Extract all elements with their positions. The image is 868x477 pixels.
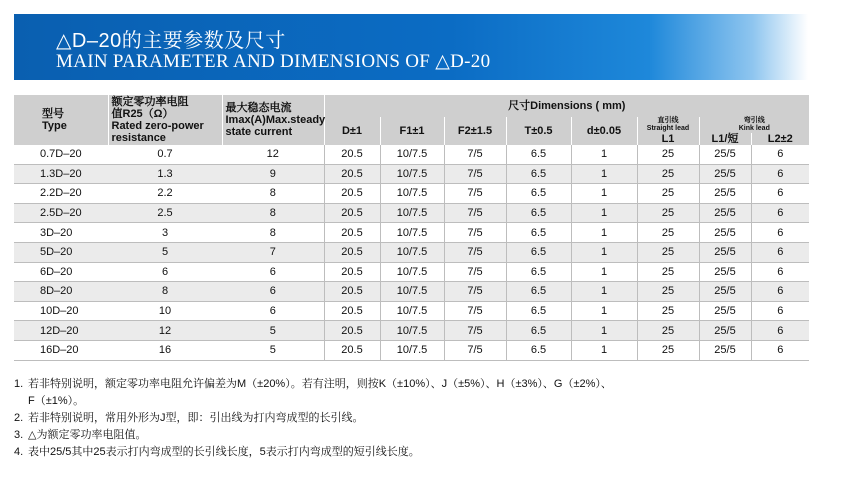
table-cell-f: 10/7.5 xyxy=(380,242,444,262)
note-item xyxy=(14,410,612,427)
table-cell-r: 5 xyxy=(108,242,222,262)
table-cell-l2: 6 xyxy=(751,242,809,262)
table-cell-t: 6.5 xyxy=(506,242,571,262)
note-item xyxy=(14,376,612,393)
table-cell-type: 5D–20 xyxy=(14,242,108,262)
table-cell-f2: 7/5 xyxy=(444,321,506,341)
table-cell-f: 10/7.5 xyxy=(380,223,444,243)
table-cell-l1s: 25/5 xyxy=(699,242,751,262)
table-row xyxy=(14,145,809,164)
table-cell-t: 6.5 xyxy=(506,164,571,184)
table-cell-f2: 7/5 xyxy=(444,301,506,321)
header-f2: F2±1.5 xyxy=(444,117,506,145)
table-cell-type: 16D–20 xyxy=(14,340,108,360)
table-cell-dd: 1 xyxy=(571,145,637,164)
table-cell-d: 20.5 xyxy=(324,321,380,341)
table-cell-l1: 25 xyxy=(637,340,699,360)
table-cell-d: 20.5 xyxy=(324,184,380,204)
table-cell-l1: 25 xyxy=(637,203,699,223)
table-row xyxy=(14,223,809,243)
table-cell-type: 2.5D–20 xyxy=(14,203,108,223)
note-item xyxy=(14,427,612,444)
table-cell-dd: 1 xyxy=(571,301,637,321)
table-row xyxy=(14,301,809,321)
header-kink-lead: 弯引线 Kink lead xyxy=(699,117,809,133)
table-cell-l1: 25 xyxy=(637,145,699,164)
table-cell-l1: 25 xyxy=(637,262,699,282)
note-number: 1. xyxy=(14,378,24,390)
notes xyxy=(14,376,612,461)
table-cell-f2: 7/5 xyxy=(444,340,506,360)
note-text: △为额定零功率电阻值。 xyxy=(28,429,147,441)
table-cell-type: 3D–20 xyxy=(14,223,108,243)
table-cell-l2: 6 xyxy=(751,145,809,164)
table-cell-t: 6.5 xyxy=(506,321,571,341)
title-english: MAIN PARAMETER AND DIMENSIONS OF △D-20 xyxy=(56,51,491,72)
table-cell-l1s: 25/5 xyxy=(699,145,751,164)
header-wire-d: d±0.05 xyxy=(571,117,637,145)
table-cell-l2: 6 xyxy=(751,164,809,184)
header-l1: L1 xyxy=(637,133,699,145)
table-cell-i: 6 xyxy=(222,301,324,321)
header-dimensions: 尺寸Dimensions ( mm) xyxy=(324,95,809,117)
title-chinese: △D–20的主要参数及尺寸 xyxy=(56,30,286,52)
table-cell-f: 10/7.5 xyxy=(380,145,444,164)
table-cell-dd: 1 xyxy=(571,282,637,302)
table-cell-dd: 1 xyxy=(571,184,637,204)
table-cell-t: 6.5 xyxy=(506,340,571,360)
table-cell-i: 8 xyxy=(222,184,324,204)
table-cell-l1: 25 xyxy=(637,242,699,262)
header-current: 最大稳态电流 Imax(A)Max.steady state current xyxy=(222,95,324,145)
table-cell-f: 10/7.5 xyxy=(380,184,444,204)
header-straight-lead: 直引线 Straight lead xyxy=(637,117,699,133)
table-cell-l2: 6 xyxy=(751,203,809,223)
table-cell-r: 8 xyxy=(108,282,222,302)
header-resistance: 额定零功率电阻 值R25（Ω） Rated zero-power resistance xyxy=(108,95,222,145)
table-cell-i: 8 xyxy=(222,223,324,243)
table-cell-type: 8D–20 xyxy=(14,282,108,302)
note-text: 表中25/5其中25表示打内弯成型的长引线长度，5表示打内弯成型的短引线长度。 xyxy=(28,446,420,458)
table-cell-l1: 25 xyxy=(637,184,699,204)
table-cell-dd: 1 xyxy=(571,340,637,360)
table-cell-l1s: 25/5 xyxy=(699,321,751,341)
table-cell-l2: 6 xyxy=(751,301,809,321)
table-cell-l1: 25 xyxy=(637,164,699,184)
header-l1-short: L1/短 xyxy=(699,133,751,145)
table-cell-r: 1.3 xyxy=(108,164,222,184)
table-cell-f2: 7/5 xyxy=(444,262,506,282)
table-cell-f: 10/7.5 xyxy=(380,301,444,321)
table-cell-d: 20.5 xyxy=(324,164,380,184)
table-cell-l1s: 25/5 xyxy=(699,262,751,282)
table-cell-f: 10/7.5 xyxy=(380,203,444,223)
table-cell-dd: 1 xyxy=(571,203,637,223)
table-cell-i: 8 xyxy=(222,203,324,223)
table-cell-f: 10/7.5 xyxy=(380,262,444,282)
table-row xyxy=(14,321,809,341)
table-cell-l2: 6 xyxy=(751,262,809,282)
note-number: 2. xyxy=(14,412,24,424)
table-cell-i: 5 xyxy=(222,321,324,341)
table-cell-l1s: 25/5 xyxy=(699,282,751,302)
table-cell-t: 6.5 xyxy=(506,282,571,302)
table-row xyxy=(14,184,809,204)
table-cell-i: 5 xyxy=(222,340,324,360)
table-cell-type: 1.3D–20 xyxy=(14,164,108,184)
table-cell-t: 6.5 xyxy=(506,223,571,243)
note-number: 4. xyxy=(14,446,24,458)
table-cell-i: 6 xyxy=(222,282,324,302)
table-cell-f2: 7/5 xyxy=(444,242,506,262)
table-cell-dd: 1 xyxy=(571,242,637,262)
table-cell-dd: 1 xyxy=(571,262,637,282)
table-cell-i: 6 xyxy=(222,262,324,282)
table-cell-d: 20.5 xyxy=(324,242,380,262)
table-row xyxy=(14,340,809,360)
table-cell-t: 6.5 xyxy=(506,203,571,223)
table-cell-l2: 6 xyxy=(751,282,809,302)
table-cell-dd: 1 xyxy=(571,223,637,243)
header-t: T±0.5 xyxy=(506,117,571,145)
table-cell-l1: 25 xyxy=(637,223,699,243)
table-cell-l2: 6 xyxy=(751,340,809,360)
table-cell-d: 20.5 xyxy=(324,203,380,223)
table-cell-i: 12 xyxy=(222,145,324,164)
table-cell-r: 2.2 xyxy=(108,184,222,204)
table-cell-i: 9 xyxy=(222,164,324,184)
table-cell-d: 20.5 xyxy=(324,282,380,302)
table-cell-type: 0.7D–20 xyxy=(14,145,108,164)
table-row xyxy=(14,164,809,184)
title-banner xyxy=(14,14,808,80)
table-cell-l2: 6 xyxy=(751,321,809,341)
table-cell-d: 20.5 xyxy=(324,301,380,321)
table-row xyxy=(14,262,809,282)
table-cell-f: 10/7.5 xyxy=(380,164,444,184)
table-cell-l1s: 25/5 xyxy=(699,203,751,223)
table-cell-d: 20.5 xyxy=(324,145,380,164)
table-cell-r: 0.7 xyxy=(108,145,222,164)
table-cell-l1: 25 xyxy=(637,321,699,341)
table-cell-r: 3 xyxy=(108,223,222,243)
header-d: D±1 xyxy=(324,117,380,145)
table-cell-d: 20.5 xyxy=(324,262,380,282)
table-cell-d: 20.5 xyxy=(324,223,380,243)
table-cell-l1s: 25/5 xyxy=(699,223,751,243)
table-cell-l1s: 25/5 xyxy=(699,184,751,204)
table-cell-t: 6.5 xyxy=(506,262,571,282)
table-cell-t: 6.5 xyxy=(506,145,571,164)
note-item xyxy=(14,444,612,461)
table-cell-type: 10D–20 xyxy=(14,301,108,321)
table-cell-f2: 7/5 xyxy=(444,184,506,204)
table-row xyxy=(14,203,809,223)
table-cell-i: 7 xyxy=(222,242,324,262)
table-cell-l1: 25 xyxy=(637,282,699,302)
table-cell-t: 6.5 xyxy=(506,301,571,321)
table-cell-l2: 6 xyxy=(751,223,809,243)
table-cell-l2: 6 xyxy=(751,184,809,204)
header-l2: L2±2 xyxy=(751,133,809,145)
table-cell-f: 10/7.5 xyxy=(380,282,444,302)
table-cell-l1s: 25/5 xyxy=(699,340,751,360)
table-cell-r: 12 xyxy=(108,321,222,341)
table-cell-r: 6 xyxy=(108,262,222,282)
table-cell-f2: 7/5 xyxy=(444,203,506,223)
header-type: 型号 Type xyxy=(14,95,108,145)
table-cell-l1: 25 xyxy=(637,301,699,321)
header-f1: F1±1 xyxy=(380,117,444,145)
table-cell-r: 2.5 xyxy=(108,203,222,223)
note-text: 若非特别说明，额定零功率电阻允许偏差为M（±20%）。若有注明，则按K（±10%）、J（±5%）、H（±3%）、G（±2%）、 xyxy=(28,378,612,390)
parameter-table xyxy=(14,95,809,361)
table-row xyxy=(14,282,809,302)
table-cell-r: 16 xyxy=(108,340,222,360)
table-cell-f2: 7/5 xyxy=(444,282,506,302)
table-cell-dd: 1 xyxy=(571,321,637,341)
table-cell-f: 10/7.5 xyxy=(380,321,444,341)
table-cell-f2: 7/5 xyxy=(444,145,506,164)
table-cell-l1s: 25/5 xyxy=(699,301,751,321)
table-cell-f2: 7/5 xyxy=(444,164,506,184)
table-cell-f: 10/7.5 xyxy=(380,340,444,360)
table-cell-f2: 7/5 xyxy=(444,223,506,243)
table-cell-type: 6D–20 xyxy=(14,262,108,282)
table-cell-type: 2.2D–20 xyxy=(14,184,108,204)
table-cell-dd: 1 xyxy=(571,164,637,184)
note-number: 3. xyxy=(14,429,24,441)
note-text: 若非特别说明，常用外形为J型，即：引出线为打内弯成型的长引线。 xyxy=(28,412,364,424)
table-row xyxy=(14,242,809,262)
table-cell-type: 12D–20 xyxy=(14,321,108,341)
table-cell-r: 10 xyxy=(108,301,222,321)
table-cell-l1s: 25/5 xyxy=(699,164,751,184)
table-cell-t: 6.5 xyxy=(506,184,571,204)
table-cell-d: 20.5 xyxy=(324,340,380,360)
note-continuation: F（±1%）。 xyxy=(28,395,85,407)
